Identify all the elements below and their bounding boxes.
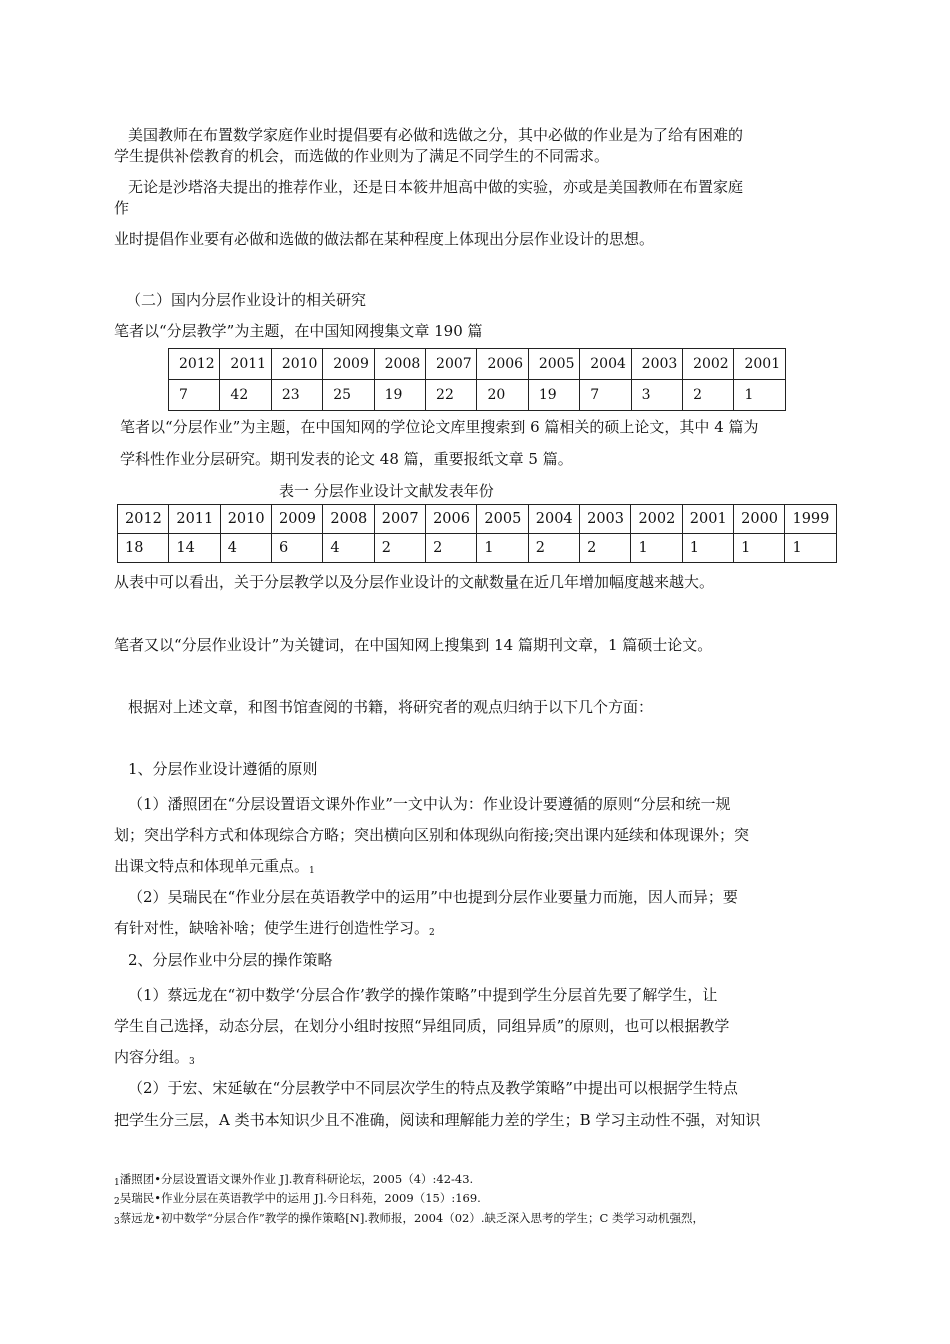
footnote-ref: 1: [309, 866, 315, 876]
table-cell: 1: [477, 534, 528, 563]
paragraph-line: 学科性作业分层研究。期刊发表的论文 48 篇，重要报纸文章 5 篇。: [120, 450, 573, 468]
table-layered-homework-articles: [117, 504, 837, 563]
footnote-ref: 2: [429, 928, 435, 938]
table-cell: 2004: [528, 505, 579, 534]
table-cell: 1: [682, 534, 733, 563]
paragraph-line: 从表中可以看出，关于分层教学以及分层作业设计的文献数量在近几年增加幅度越来越大。: [114, 573, 715, 591]
footnote-text: 潘照团•分层设置语文课外作业 J].教育科研论坛，2005（4）:42-43.: [119, 1172, 474, 1186]
table-cell: 2001: [734, 349, 786, 380]
table-cell: 2010: [220, 505, 271, 534]
paragraph-line: 笔者以“分层作业”为主题，在中国知网的学位论文库里搜索到 6 篇相关的硕上论文，其中 4 篇为: [120, 418, 759, 436]
footnote-ref: 3: [189, 1057, 195, 1067]
table-caption: 表一 分层作业设计文献发表年份: [279, 482, 494, 500]
table-cell: 2009: [272, 505, 323, 534]
table-cell: 14: [169, 534, 220, 563]
footnote-number: 1: [114, 1178, 120, 1188]
table-cell: 2011: [169, 505, 220, 534]
table-cell: 2: [528, 534, 579, 563]
table-cell: 2001: [682, 505, 733, 534]
paragraph-line: [114, 918, 435, 941]
table-row-counts: [169, 380, 786, 411]
paragraph-line: （1）蔡远龙在“初中数学‘分层合作’教学的操作策略”中提到学生分层首先要了解学生，让: [128, 986, 718, 1004]
table-cell: 2007: [374, 505, 425, 534]
table-cell: 2005: [477, 505, 528, 534]
paragraph-line: 学生提供补偿教育的机会，而选做的作业则为了满足不同学生的不同需求。: [114, 147, 610, 165]
paragraph-text: 有针对性，缺啥补啥；使学生进行创造性学习。: [114, 919, 430, 937]
table-topic-articles: [168, 348, 786, 411]
table-cell: 42: [220, 380, 271, 411]
footnote-text: 蔡远龙•初中数学“分层合作”教学的操作策略[N].教师报，2004（02）.缺乏深入思考的学生；C 类学习动机强烈，: [119, 1211, 704, 1225]
table-cell: 2003: [580, 505, 631, 534]
paragraph-line: 笔者又以“分层作业设计”为关键词，在中国知网上搜集到 14 篇期刊文章，1 篇硕士论文。: [114, 636, 713, 654]
table-cell: 7: [169, 380, 220, 411]
paragraph-line: [114, 1047, 195, 1070]
table-cell: 2002: [631, 505, 682, 534]
paragraph-line: （2）吴瑞民在“作业分层在英语教学中的运用”中也提到分层作业要量力而施，因人而异；要: [128, 888, 738, 906]
paragraph-line: 划；突出学科方式和体现综合方略；突出横向区别和体现纵向衔接;突出课内延续和体现课外；突: [114, 826, 750, 844]
paragraph-text: 内容分组。: [114, 1048, 190, 1066]
table-row-years: [118, 505, 837, 534]
table-cell: 1999: [785, 505, 837, 534]
footnote: [114, 1171, 473, 1189]
table-cell: 2003: [631, 349, 682, 380]
table-cell: 2011: [220, 349, 271, 380]
table-cell: 1: [734, 534, 785, 563]
paragraph-line: 把学生分三层，A 类书本知识少且不准确，阅读和理解能力差的学生；B 学习主动性不强，对知识: [114, 1111, 761, 1129]
table-cell: 2006: [426, 505, 477, 534]
table-cell: 2005: [528, 349, 579, 380]
table-cell: 2007: [426, 349, 477, 380]
table-cell: 20: [477, 380, 528, 411]
table-cell: 2: [580, 534, 631, 563]
section-heading: （二）国内分层作业设计的相关研究: [126, 291, 367, 309]
table-cell: 2006: [477, 349, 528, 380]
paragraph-line: 业时提倡作业要有必做和选做的做法都在某种程度上体现出分层作业设计的思想。: [114, 230, 655, 248]
paragraph-line: 笔者以“分层教学”为主题，在中国知网搜集文章 190 篇: [114, 322, 483, 340]
table-cell: 3: [631, 380, 682, 411]
table-cell: 19: [374, 380, 425, 411]
table-row-counts: [118, 534, 837, 563]
paragraph-text: 出课文特点和体现单元重点。: [114, 857, 310, 875]
table-cell: 2: [683, 380, 734, 411]
table-cell: 18: [118, 534, 169, 563]
table-cell: 2004: [580, 349, 631, 380]
paragraph-line: 根据对上述文章，和图书馆查阅的书籍，将研究者的观点归纳于以下几个方面：: [128, 698, 654, 716]
table-cell: 2: [374, 534, 425, 563]
table-cell: 19: [528, 380, 579, 411]
paragraph-line: 作: [114, 199, 130, 217]
paragraph-line: （1）潘照团在“分层设置语文课外作业”一文中认为：作业设计要遵循的原则“分层和统一规: [128, 795, 731, 813]
table-cell: 2008: [374, 349, 425, 380]
table-cell: 1: [631, 534, 682, 563]
table-cell: 2012: [169, 349, 220, 380]
table-cell: 2012: [118, 505, 169, 534]
footnote: [114, 1190, 481, 1208]
subheading: 2、分层作业中分层的操作策略: [128, 951, 333, 969]
footnote: [114, 1210, 704, 1228]
table-cell: 2000: [734, 505, 785, 534]
table-cell: 2002: [683, 349, 734, 380]
table-cell: 22: [426, 380, 477, 411]
paragraph-line: （2）于宏、宋延敏在“分层教学中不同层次学生的特点及教学策略”中提出可以根据学生特点: [128, 1079, 738, 1097]
table-cell: 2: [426, 534, 477, 563]
paragraph-line: [114, 856, 315, 879]
table-cell: 1: [734, 380, 786, 411]
paragraph-line: 学生自己选择，动态分层，在划分小组时按照“异组同质，同组异质”的原则，也可以根据教学: [114, 1017, 730, 1035]
paragraph-line: 无论是沙塔洛夫提出的推荐作业，还是日本筱井旭高中做的实验，亦或是美国教师在布置家庭: [128, 178, 744, 196]
table-cell: 2008: [323, 505, 374, 534]
table-cell: 2009: [323, 349, 374, 380]
footnote-text: 吴瑞民•作业分层在英语教学中的运用 J].今日科苑，2009（15）:169.: [119, 1191, 481, 1205]
subheading: 1、分层作业设计遵循的原则: [128, 760, 318, 778]
table-cell: 1: [785, 534, 837, 563]
table-cell: 7: [580, 380, 631, 411]
table-cell: 23: [271, 380, 322, 411]
table-cell: 25: [323, 380, 374, 411]
table-cell: 6: [272, 534, 323, 563]
footnote-number: 3: [114, 1217, 120, 1227]
footnote-number: 2: [114, 1197, 120, 1207]
table-cell: 4: [220, 534, 271, 563]
table-cell: 4: [323, 534, 374, 563]
table-cell: 2010: [271, 349, 322, 380]
paragraph-line: 美国教师在布置数学家庭作业时提倡要有必做和选做之分，其中必做的作业是为了给有困难的: [128, 126, 744, 144]
table-row-years: [169, 349, 786, 380]
